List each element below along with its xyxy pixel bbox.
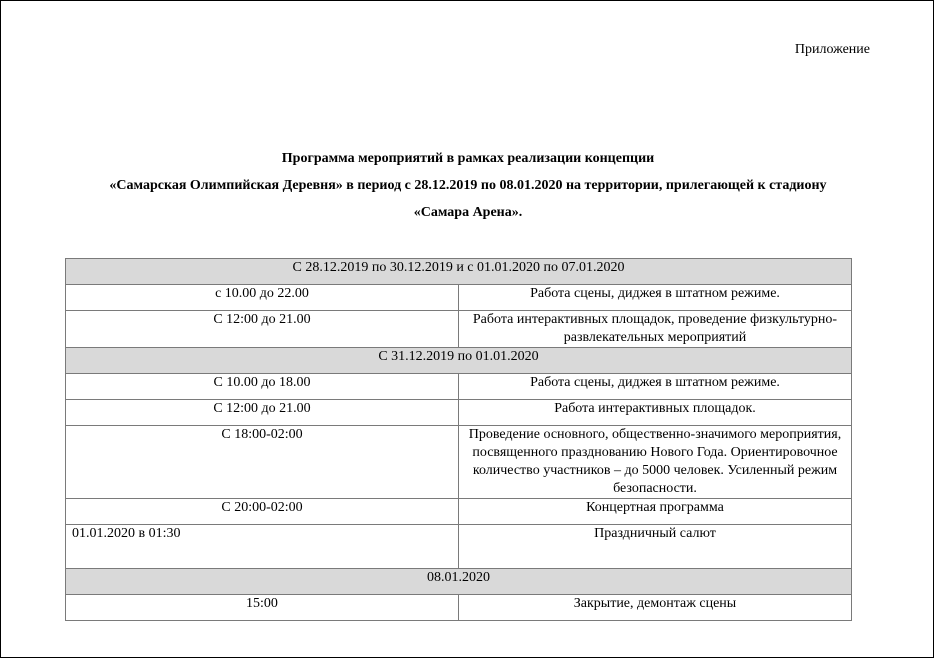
period-heading-row <box>66 348 852 374</box>
time-cell: С 10.00 до 18.00 <box>66 374 459 400</box>
description-cell: Работа сцены, диджея в штатном режиме. <box>459 285 852 311</box>
period-heading: С 31.12.2019 по 01.01.2020 <box>66 348 852 374</box>
table-row <box>66 525 852 569</box>
document-title <box>1 149 935 230</box>
description-cell: Закрытие, демонтаж сцены <box>459 595 852 621</box>
period-heading: 08.01.2020 <box>66 569 852 595</box>
table-row <box>66 285 852 311</box>
description-cell: Проведение основного, общественно-значимого мероприятия, посвященного празднованию Нового Года. Ориентировочное количество участников – до 5000 человек. Усиленный режим безопасности. <box>459 426 852 499</box>
period-heading-row <box>66 569 852 595</box>
appendix-label: Приложение <box>794 42 870 57</box>
period-heading-row <box>66 259 852 285</box>
table-row <box>66 426 852 499</box>
description-cell: Работа интерактивных площадок. <box>459 400 852 426</box>
title-line-1: Программа мероприятий в рамках реализации концепции <box>281 151 655 166</box>
description-cell: Работа интерактивных площадок, проведение физкультурно-развлекательных мероприятий <box>459 311 852 348</box>
table-row <box>66 499 852 525</box>
description-cell: Концертная программа <box>459 499 852 525</box>
schedule-table <box>65 258 852 621</box>
time-cell: С 12:00 до 21.00 <box>66 400 459 426</box>
description-cell: Работа сцены, диджея в штатном режиме. <box>459 374 852 400</box>
description-cell: Праздничный салют <box>459 525 852 569</box>
table-row <box>66 400 852 426</box>
time-cell: С 18:00-02:00 <box>66 426 459 499</box>
time-cell: С 20:00-02:00 <box>66 499 459 525</box>
table-row <box>66 374 852 400</box>
time-cell: С 12:00 до 21.00 <box>66 311 459 348</box>
table-row <box>66 595 852 621</box>
title-line-2: «Самарская Олимпийская Деревня» в период с 28.12.2019 по 08.01.2020 на территории, прилегающей к стадиону <box>109 178 827 193</box>
time-cell: 15:00 <box>66 595 459 621</box>
time-cell: с 10.00 до 22.00 <box>66 285 459 311</box>
time-cell: 01.01.2020 в 01:30 <box>66 525 459 569</box>
title-line-3: «Самара Арена». <box>413 205 523 220</box>
table-row <box>66 311 852 348</box>
period-heading: С 28.12.2019 по 30.12.2019 и с 01.01.2020 по 07.01.2020 <box>66 259 852 285</box>
